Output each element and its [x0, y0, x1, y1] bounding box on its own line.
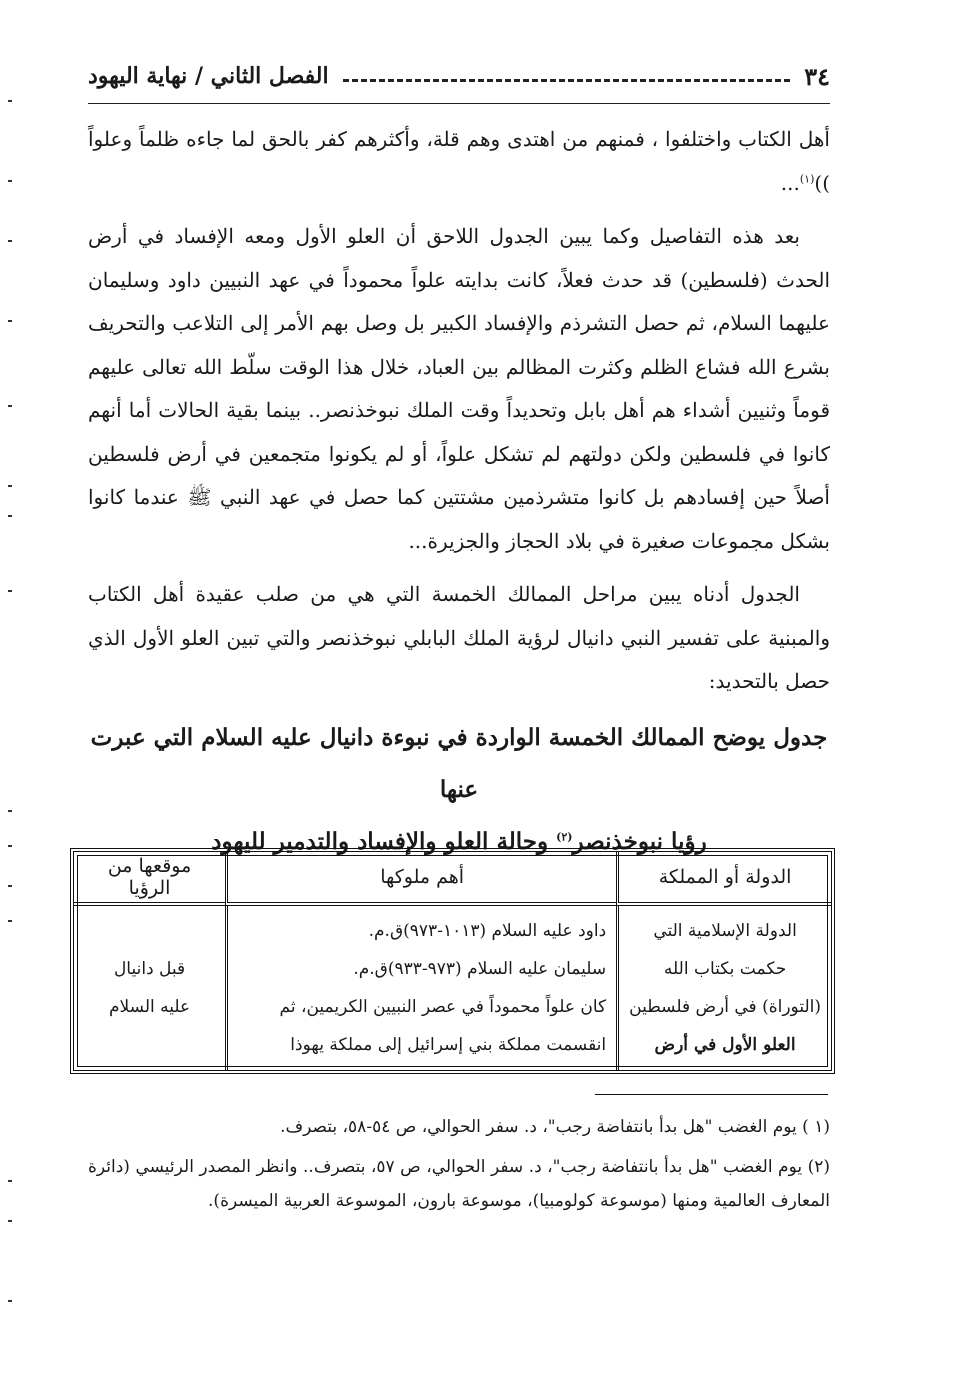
table-title-line-2-a: رؤيا نبوخذنصر [572, 828, 707, 855]
kings-line-4: انقسمت مملكة بني إسرائيل إلى مملكة يهوذا [290, 1035, 607, 1055]
location-line-2: عليه السلام [108, 997, 191, 1017]
footnote-rule [595, 1094, 828, 1095]
table-title-line-2-b: وحالة العلو والإفساد والتدمير لليهود [211, 828, 557, 855]
table-title-line-1: جدول يوضح الممالك الخمسة الواردة في نبوءة دانيال عليه السلام التي عبرت عنها [90, 724, 828, 803]
paragraph-3: الجدول أدناه يبين مراحل الممالك الخمسة التي هي من صلب عقيدة أهل الكتاب والمبنية على تفسير النبي دانيال لرؤية الملك البابلي نبوخذنصر والتي تبين العلو الأول الذي حصل بالتحديد: [88, 582, 830, 693]
footnotes [88, 1110, 830, 1218]
state-line-1: الدولة الإسلامية التي [653, 921, 797, 941]
paragraph-1-tail: ... [780, 170, 800, 195]
running-header [88, 56, 830, 96]
state-line-4: العلو الأول في أرض [654, 1035, 796, 1055]
footnote-1: (١ ) يوم الغضب "هل بدأ بانتفاضة رجب"، د. سفر الحوالي، ص ٥٤-٥٨، بتصرف. [280, 1117, 830, 1137]
header-dotted-leader [343, 79, 791, 82]
body-text [88, 118, 830, 704]
header-rule [88, 103, 830, 104]
cell-kings [225, 906, 616, 1070]
header-state: الدولة أو المملكة [616, 852, 831, 906]
cell-location [74, 906, 225, 1070]
paragraph-1-text: أهل الكتاب واختلفوا ، فمنهم من اهتدى وهم قلة، وأكثرهم كفر بالحق لما جاءه ظلماً وعلواً )) [88, 127, 830, 195]
footnote-ref-2: (٢) [556, 830, 573, 844]
footnote-ref-1: (١) [799, 171, 815, 185]
header-kings: أهم ملوكها [225, 852, 616, 906]
kings-line-3: كان علواً محموداً في عصر النبيين الكريمين، ثم [279, 997, 607, 1017]
chapter-title: الفصل الثاني / نهاية اليهود [88, 63, 329, 89]
table-title [88, 712, 830, 868]
page-number: ٣٤ [804, 61, 830, 91]
footnote-2: (٢) يوم الغضب "هل بدأ بانتفاضة رجب"، د. سفر الحوالي، ص ٥٧، بتصرف.. وانظر المصدر الرئيسي (دائرة المعارف العالمية ومنها (موسوعة كولومبيا)، موسوعة بارون، الموسوعة العربية الميسرة). [88, 1157, 830, 1211]
state-line-3: (التوراة) في أرض فلسطين [629, 997, 821, 1017]
kingdoms-table [70, 848, 835, 1074]
location-line-1: قبل دانيال [113, 959, 186, 979]
kings-line-2: سليمان عليه السلام (٩٧٣-٩٣٣)ق.م. [353, 959, 607, 979]
state-line-2: حكمت بكتاب الله [663, 959, 787, 979]
cell-state [616, 906, 831, 1070]
kings-line-1: داود عليه السلام (١٠١٣-٩٧٣)ق.م. [368, 921, 607, 941]
table-header-row [74, 852, 831, 906]
paragraph-1 [88, 118, 830, 205]
header-location: موقعها من الرؤيا [74, 852, 225, 906]
paragraph-2: بعد هذه التفاصيل وكما يبين الجدول اللاحق أن العلو الأول ومعه الإفساد في أرض الحدث (فلسطين) قد حدث فعلاً، كانت بدايته علواً محموداً في عهد النبيين داود وسليمان عليهما السلام، ثم حصل التشرذم والإفساد الكبير بل وصل بهم الأمر إلى التلاعب والتحريف بشرع الله فشاع الظلم وكثرت المظالم بين العباد، خلال هذا الوقت سلّط الله تعالى عليهم قوماً وثنيين أشداء هم أهل بابل وتحديداً وقت الملك نبوخذنصر.. بينما بقية الحالات أما أنهم كانوا في فلسطين ولكن دولتهم لم تشكل علواً، أو لم يكونوا متجمعين في أرض فلسطين أصلاً حين إفسادهم بل كانوا متشرذمين مشتتين كما حصل في عهد النبي ﷺ عندما كانوا بشكل مجموعات صغيرة في بلاد الحجاز والجزيرة... [88, 224, 831, 553]
scan-margin-marks [0, 0, 20, 1386]
table-row [74, 906, 831, 1070]
